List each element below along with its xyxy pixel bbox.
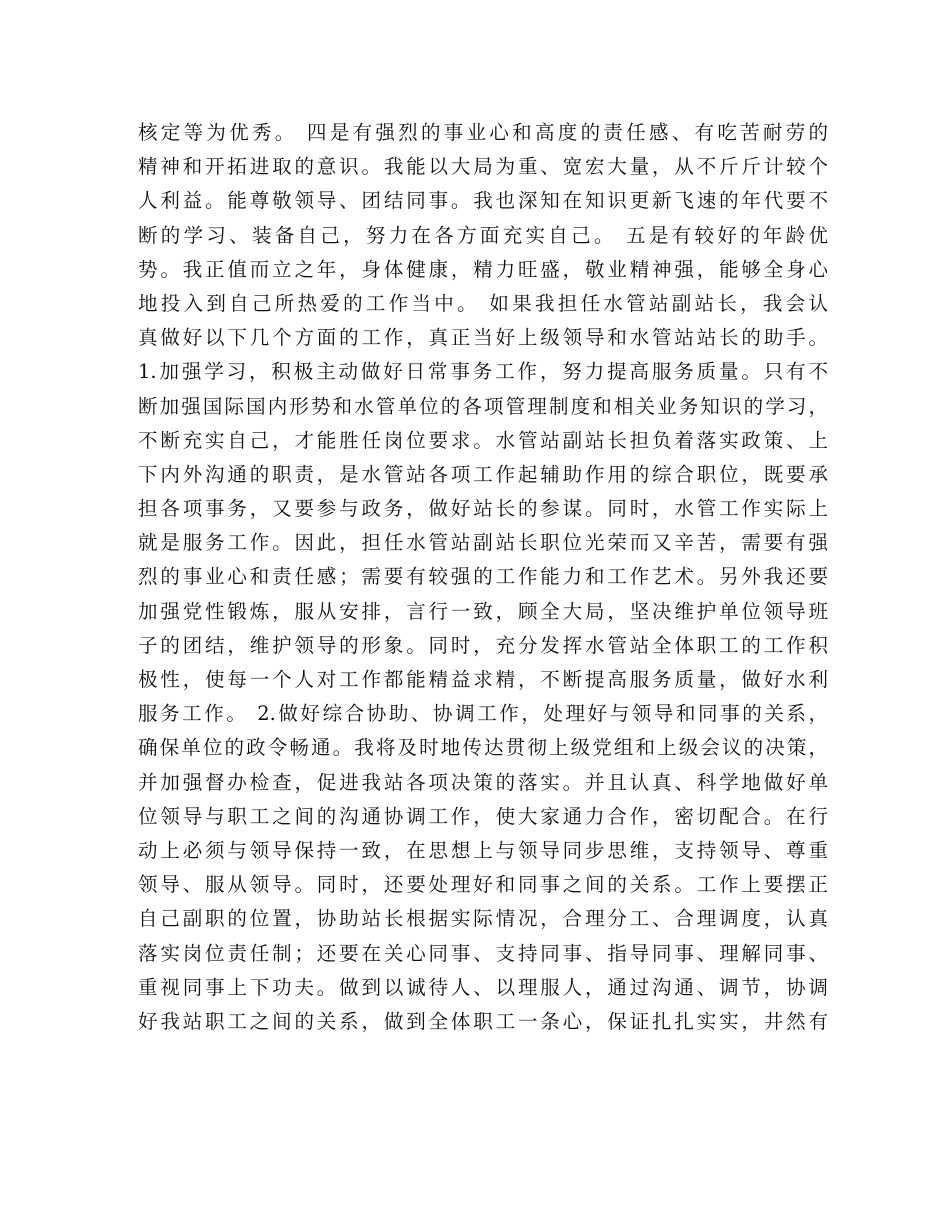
text-line: 服务工作。 2.做好综合协助、协调工作，处理好与领导和同事的关系，	[138, 702, 828, 726]
text-line: 下内外沟通的职责，是水管站各项工作起辅助作用的综合职位，既要承	[138, 462, 828, 486]
text-line: 确保单位的政令畅通。我将及时地传达贯彻上级党组和上级会议的决策，	[138, 736, 828, 760]
text-line: 烈的事业心和责任感；需要有较强的工作能力和工作艺术。另外我还要	[138, 565, 828, 589]
text-line: 子的团结，维护领导的形象。同时，充分发挥水管站全体职工的工作积	[138, 633, 828, 657]
text-line: 并加强督办检查，促进我站各项决策的落实。并且认真、科学地做好单	[138, 770, 828, 794]
text-line: 自己副职的位置，协助站长根据实际情况，合理分工、合理调度，认真	[138, 907, 828, 931]
text-line: 核定等为优秀。 四是有强烈的事业心和高度的责任感、有吃苦耐劳的	[138, 121, 828, 144]
text-line: 1.加强学习，积极主动做好日常事务工作，努力提高服务质量。只有不	[138, 360, 828, 384]
text-line: 好我站职工之间的关系，做到全体职工一条心，保证扎扎实实，井然有	[138, 1009, 828, 1033]
text-line: 势。我正值而立之年，身体健康，精力旺盛，敬业精神强，能够全身心	[138, 257, 828, 281]
text-line: 真做好以下几个方面的工作，真正当好上级领导和水管站站长的助手。	[138, 326, 828, 350]
text-line: 位领导与职工之间的沟通协调工作，使大家通力合作，密切配合。在行	[138, 804, 828, 828]
text-line: 就是服务工作。因此，担任水管站副站长职位光荣而又辛苦，需要有强	[138, 531, 828, 555]
text-line: 断的学习、装备自己，努力在各方面充实自己。 五是有较好的年龄优	[138, 223, 828, 247]
text-line: 动上必须与领导保持一致，在思想上与领导同步思维，支持领导、尊重	[138, 838, 828, 862]
text-line: 极性，使每一个人对工作都能精益求精，不断提高服务质量，做好水利	[138, 668, 828, 691]
text-line: 重视同事上下功夫。做到以诚待人、以理服人，通过沟通、调节，协调	[138, 975, 828, 999]
text-line: 断加强国际国内形势和水管单位的各项管理制度和相关业务知识的学习，	[138, 394, 828, 418]
text-line: 领导、服从领导。同时，还要处理好和同事之间的关系。工作上要摆正	[138, 873, 828, 897]
text-line: 精神和开拓进取的意识。我能以大局为重、宽宏大量，从不斤斤计较个	[138, 155, 828, 179]
text-line: 地投入到自己所热爱的工作当中。 如果我担任水管站副站长，我会认	[138, 291, 828, 315]
text-line: 人利益。能尊敬领导、团结同事。我也深知在知识更新飞速的年代要不	[138, 189, 828, 213]
body-text	[138, 116, 828, 1039]
text-line: 加强党性锻炼，服从安排，言行一致，顾全大局，坚决维护单位领导班	[138, 599, 828, 623]
text-line: 担各项事务，又要参与政务，做好站长的参谋。同时，水管工作实际上	[138, 497, 828, 521]
text-line: 落实岗位责任制；还要在关心同事、支持同事、指导同事、理解同事、	[138, 941, 828, 965]
text-line: 不断充实自己，才能胜任岗位要求。水管站副站长担负着落实政策、上	[138, 428, 828, 452]
